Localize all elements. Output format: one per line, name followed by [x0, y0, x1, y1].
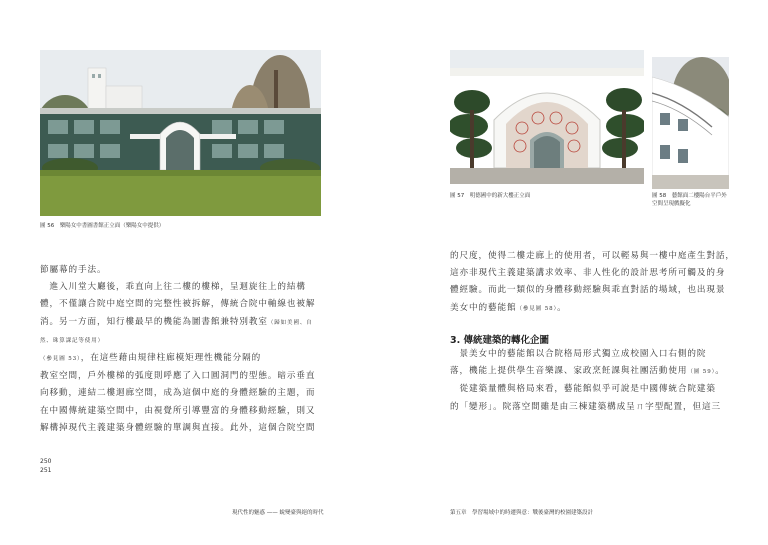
inline-note: （圖 59）	[687, 369, 716, 376]
new-building-facade-photo	[450, 50, 644, 184]
body-line: 的尺度，使得二樓走廊上的使用者，可以輕易與一樓中庭產生對話，	[450, 251, 735, 261]
body-line: （參見圖 53），在這些藉由規律柱廊模矩理性機能分隔的	[40, 353, 262, 364]
right-running-footer: 第五章 學習場域中的時遷與意：戰後臺灣的校園建築設計	[450, 510, 594, 516]
inline-note: （歸如美國、自然、珠算課記等使用）	[40, 319, 313, 344]
body-line: 在中國傳統建築空間中，由視覺所引導豐富的身體移動經驗，則又	[40, 405, 316, 416]
body-line: 體經驗。而此一類似的身體移動經驗與乖直對話的場域，也出現景	[450, 285, 726, 296]
arts-hall-balcony-photo	[652, 57, 729, 189]
body-line: 落，機能上提供學生音樂課、家政烹飪課與社團活動使用（圖 59）。	[450, 366, 725, 377]
body-line: 向移動，連結二樓迴廊空間，成為這個中庭的身體經驗的主題，而	[40, 388, 316, 399]
body-line: 從建築量體與格局來看，藝能館似乎可說是中國傳統合院建築	[450, 384, 716, 395]
body-line: 體，不僅讓合院中庭空間的完整性被拆解，傳統合院中軸線也被解	[40, 299, 316, 310]
library-facade-photo	[40, 50, 321, 216]
photo-caption-58: 圖 58 藝館面二樓陽台平戶外空間呈現戲擬化	[652, 193, 727, 207]
right-body-text-bottom	[450, 346, 740, 416]
body-line: 解構掉現代主義建築身體經驗的單調與直接。此外，這個合院空間	[40, 422, 316, 433]
inline-note: （參見圖 53）	[40, 356, 81, 363]
body-line: 消。另一方面，知行樓最早的機能為圖書館兼特別教室（歸如美國、自然、珠算課記等使用）	[40, 316, 313, 344]
section-heading: 3. 傳統建築的轉化企圖	[450, 335, 550, 346]
photo-caption-56: 圖 56 樂陽女中書圖書館正立面（樂陽女中提供）	[40, 223, 165, 229]
body-line: 這亦非現代主義建築講求效率、非人性化的設計思考所可觸及的身	[450, 268, 726, 279]
body-line: 景美女中的藝能館以合院格局形式獨立成校園入口右側的院	[450, 349, 707, 359]
body-line: 進入川堂大廳後，乖直向上往二樓的樓梯，呈迴旋往上的結構	[40, 282, 306, 293]
right-body-text-top	[450, 248, 740, 318]
inline-note: （參見圖 58）	[516, 305, 558, 312]
paragraph-start: 節屬幕的手法。	[40, 265, 107, 275]
page-number-251: 251	[40, 467, 52, 474]
left-body-text	[40, 262, 325, 437]
left-running-footer: 現代性的魅惑 —— 蛻變臺與絕的時代	[232, 510, 324, 516]
body-line: 美女中的藝能館（參見圖 58）。	[450, 302, 567, 313]
page-number-250: 250	[40, 458, 52, 465]
body-line: 教室空間，戶外樓梯的弧度則呼應了入口圓洞門的型態。暗示垂直	[40, 371, 316, 382]
photo-caption-57: 圖 57 明德國中的新大樓正立面	[450, 193, 531, 199]
body-line: 的「變形」。院落空間雖是由三棟建築構成呈ㄇ字型配置，但這三	[450, 401, 722, 412]
